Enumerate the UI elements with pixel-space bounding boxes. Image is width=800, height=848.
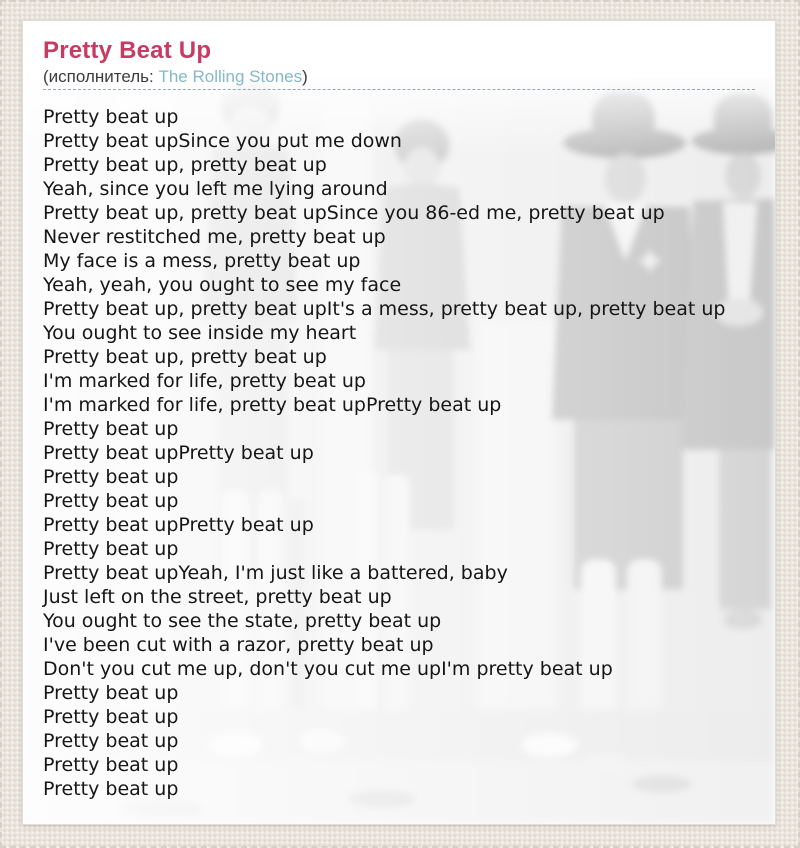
page-content: [23, 37, 775, 801]
lyric-line: Yeah, yeah, you ought to see my face: [43, 274, 402, 296]
artist-line: [43, 67, 755, 87]
lyric-line: Pretty beat up, pretty beat up: [43, 154, 327, 176]
lyric-line: Pretty beat up, pretty beat upSince you 86-ed me, pretty beat up: [43, 202, 665, 224]
lyric-line: Pretty beat up: [43, 538, 179, 560]
lyric-line: Pretty beat upYeah, I'm just like a battered, baby: [43, 562, 508, 584]
lyric-line: Pretty beat up: [43, 466, 179, 488]
lyric-line: Pretty beat up: [43, 730, 179, 752]
lyric-line: My face is a mess, pretty beat up: [43, 250, 361, 272]
lyric-line: Pretty beat up: [43, 754, 179, 776]
lyric-line: Pretty beat up: [43, 778, 179, 800]
artist-link[interactable]: The Rolling Stones: [158, 67, 303, 86]
artist-prefix: (исполнитель:: [43, 67, 159, 86]
lyric-line: Pretty beat up: [43, 418, 179, 440]
content-panel: [22, 20, 776, 825]
lyric-line: You ought to see the state, pretty beat up: [43, 610, 442, 632]
lyric-line: Don't you cut me up, don't you cut me upI'm pretty beat up: [43, 658, 613, 680]
lyric-line: I'm marked for life, pretty beat up: [43, 370, 366, 392]
lyric-line: Pretty beat upPretty beat up: [43, 442, 314, 464]
lyric-line: Pretty beat up, pretty beat up: [43, 346, 327, 368]
lyric-line: Pretty beat upPretty beat up: [43, 514, 314, 536]
lyric-line: Just left on the street, pretty beat up: [43, 586, 392, 608]
lyric-line: Pretty beat up: [43, 682, 179, 704]
lyric-line: Yeah, since you left me lying around: [43, 178, 388, 200]
lyric-line: I've been cut with a razor, pretty beat up: [43, 634, 434, 656]
lyric-line: I'm marked for life, pretty beat upPretty beat up: [43, 394, 502, 416]
lyric-line: Pretty beat up: [43, 706, 179, 728]
dashed-separator: [43, 89, 755, 90]
lyric-line: Pretty beat up: [43, 106, 179, 128]
lyric-line: You ought to see inside my heart: [43, 322, 357, 344]
page-title: Pretty Beat Up: [43, 37, 212, 64]
lyric-line: Pretty beat up: [43, 490, 179, 512]
lyric-line: Never restitched me, pretty beat up: [43, 226, 386, 248]
artist-suffix: ): [302, 67, 308, 86]
lyric-line: Pretty beat upSince you put me down: [43, 130, 402, 152]
lyric-line: Pretty beat up, pretty beat upIt's a mess, pretty beat up, pretty beat up: [43, 298, 726, 320]
lyrics-text: [43, 105, 755, 801]
